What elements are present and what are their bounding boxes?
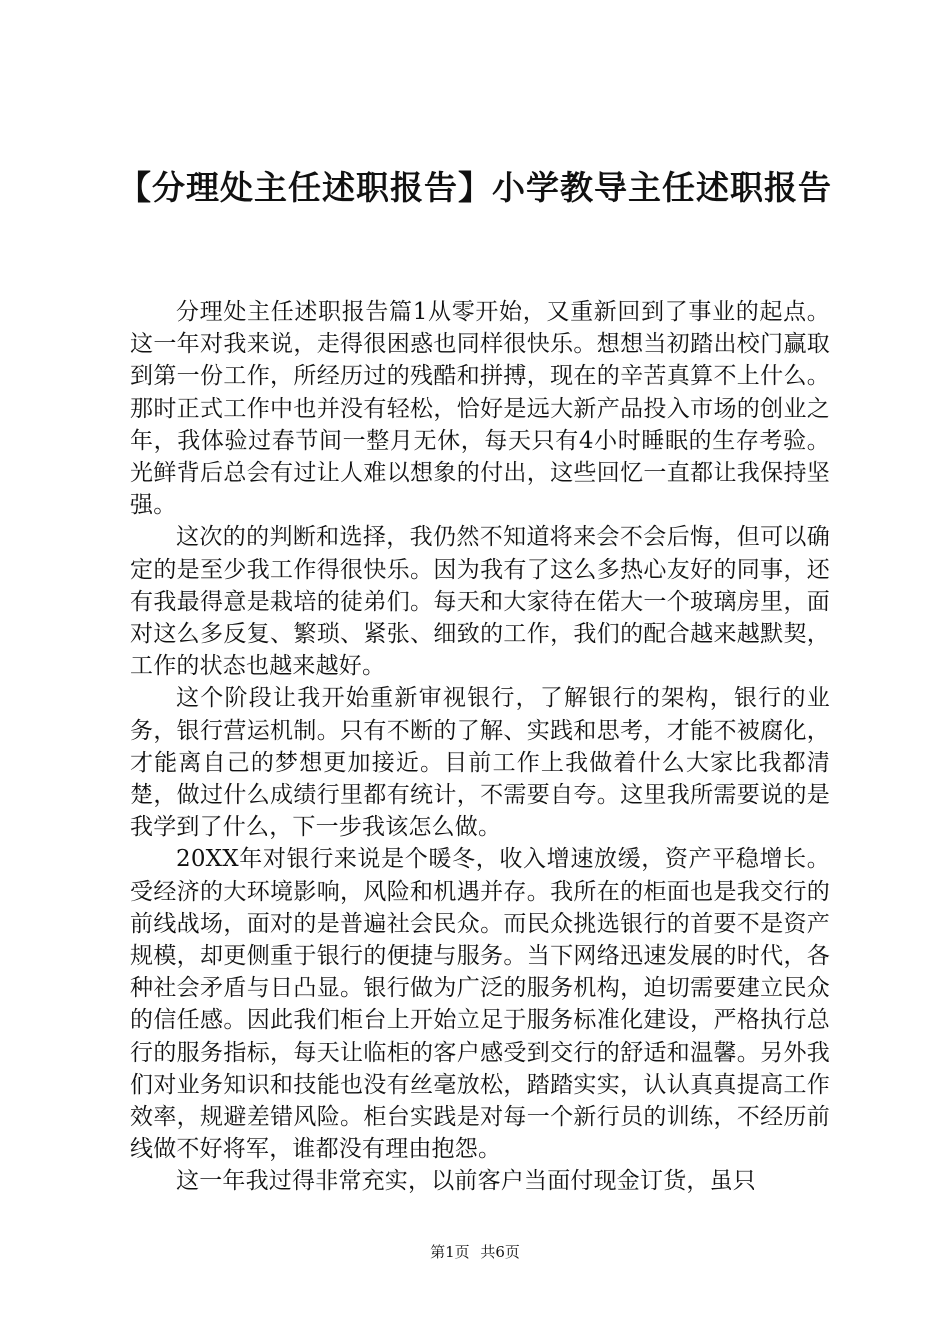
paragraph-1: 分理处主任述职报告篇1从零开始，又重新回到了事业的起点。这一年对我来说，走得很困惑也同样很快乐。想想当初踏出校门赢取到第一份工作，所经历过的残酷和拼搏，现在的辛苦真算不上什么。那时正式工作中也并没有轻松，恰好是远大新产品投入市场的创业之年，我体验过春节间一整月无休，每天只有4小时睡眠的生存考验。光鲜背后总会有过让人难以想象的付出，这些回忆一直都让我保持坚强。	[130, 299, 830, 519]
paragraph-4: 20XX年对银行来说是个暖冬，收入增速放缓，资产平稳增长。受经济的大环境影响，风险和机遇并存。我所在的柜面也是我交行的前线战场，面对的是普遍社会民众。而民众挑选银行的首要不是资产规模，却更侧重于银行的便捷与服务。当下网络迅速发展的时代，各种社会矛盾与日凸显。银行做为广泛的服务机构，迫切需要建立民众的信任感。因此我们柜台上开始立足于服务标准化建设，严格执行总行的服务指标，每天让临柜的客户感受到交行的舒适和温馨。另外我们对业务知识和技能也没有丝毫放松，踏踏实实，认认真真提高工作效率，规避差错风险。柜台实践是对每一个新行员的训练，不经历前线做不好将军，谁都没有理由抱怨。	[130, 846, 830, 1163]
paragraph-5: 这一年我过得非常充实，以前客户当面付现金订货，虽只	[176, 1168, 756, 1195]
paragraph-2: 这次的的判断和选择，我仍然不知道将来会不会后悔，但可以确定的是至少我工作得很快乐。因为我有了这么多热心友好的同事，还有我最得意是栽培的徒弟们。每天和大家待在偌大一个玻璃房里，面对这么多反复、繁琐、紧张、细致的工作，我们的配合越来越默契，工作的状态也越来越好。	[130, 524, 830, 680]
page-number: 第1页	[430, 1243, 470, 1261]
page-footer	[0, 1242, 950, 1262]
paragraph-3: 这个阶段让我开始重新审视银行，了解银行的架构，银行的业务，银行营运机制。只有不断的了解、实践和思考，才能不被腐化，才能离自己的梦想更加接近。目前工作上我做着什么大家比我都清楚，做过什么成绩行里都有统计，不需要自夸。这里我所需要说的是我学到了什么，下一步我该怎么做。	[130, 685, 830, 841]
document-body	[130, 296, 830, 1198]
page-total: 共6页	[480, 1243, 520, 1261]
document-title: 【分理处主任述职报告】小学教导主任述职报告	[118, 168, 832, 207]
